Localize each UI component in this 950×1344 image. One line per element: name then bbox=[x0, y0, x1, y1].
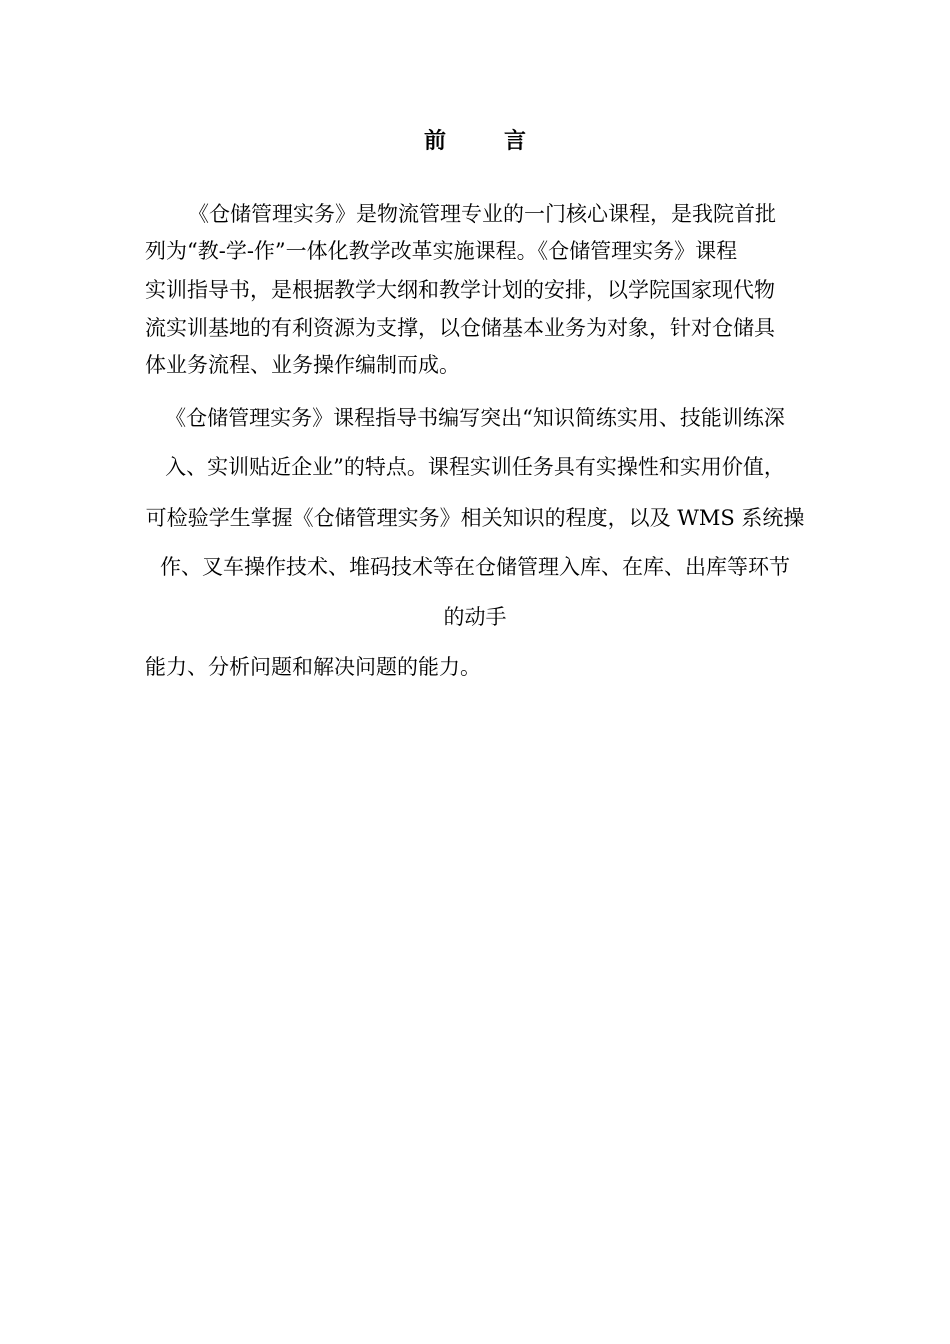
paragraph1-line: 实训指导书，是根据教学大纲和教学计划的安排，以学院国家现代物 bbox=[145, 278, 775, 302]
paragraph2-line: 入、实训贴近企业”的特点。课程实训任务具有实操性和实用价值， bbox=[165, 455, 785, 479]
paragraph2-line: 的动手 bbox=[443, 605, 507, 629]
paragraph1-line: 流实训基地的有利资源为支撑，以仓储基本业务为对象，针对仓储具 bbox=[145, 316, 775, 340]
paragraph2-line: 作、叉车操作技术、堆码技术等在仓储管理入库、在库、出库等环节 bbox=[160, 555, 790, 579]
paragraph1-line: 体业务流程、业务操作编制而成。 bbox=[145, 353, 460, 377]
page-title bbox=[0, 124, 950, 155]
paragraph2-line: 《仓储管理实务》课程指导书编写突出“知识简练实用、技能训练深 bbox=[165, 406, 785, 430]
title-char-left: 前 bbox=[423, 128, 446, 154]
paragraph1-line: 《仓储管理实务》是物流管理专业的一门核心课程，是我院首批 bbox=[188, 202, 776, 226]
paragraph2-line: 能力、分析问题和解决问题的能力。 bbox=[145, 655, 481, 679]
title-char-right: 言 bbox=[504, 128, 527, 154]
paragraph1-line: 列为“教-学-作”一体化教学改革实施课程。《仓储管理实务》课程 bbox=[145, 239, 738, 263]
paragraph2-line: 可检验学生掌握《仓储管理实务》相关知识的程度，以及 WMS 系统操 bbox=[145, 506, 805, 530]
